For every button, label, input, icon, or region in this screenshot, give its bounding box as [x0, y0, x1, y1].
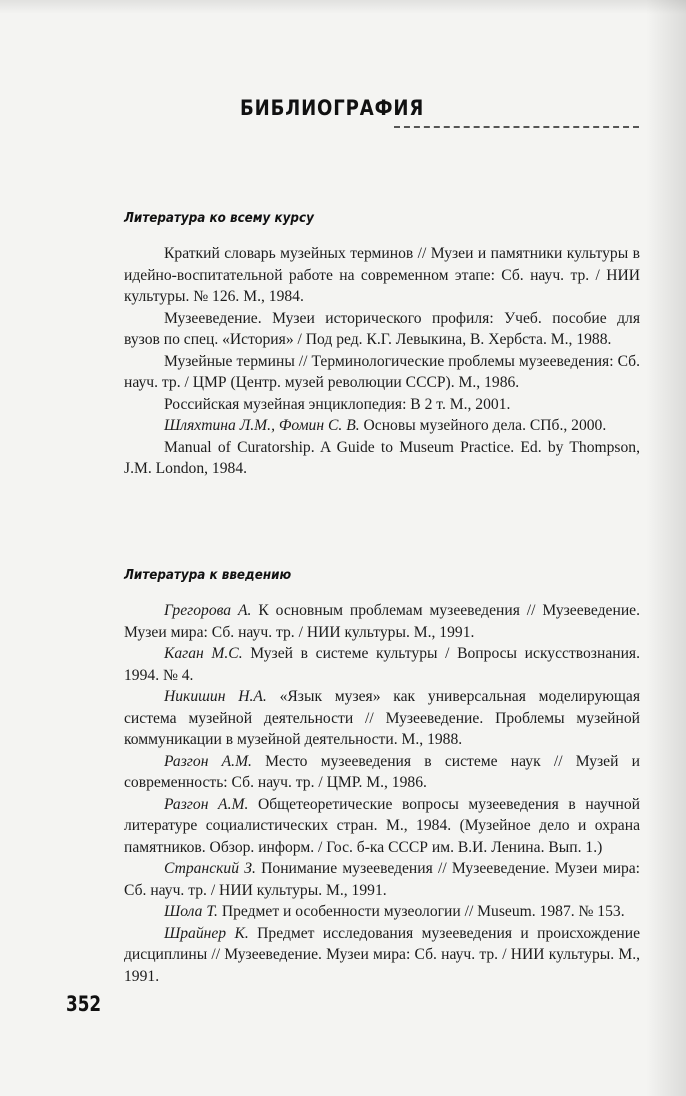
reference-author: Каган М.С. [164, 645, 243, 662]
reference-author: Никишин Н.А. [164, 688, 267, 705]
reference-text: Основы музейного дела. СПб., 2000. [359, 417, 607, 434]
reference-entry [124, 351, 640, 394]
reference-author: Шляхтина Л.М., Фомин С. В. [164, 417, 360, 434]
reference-entry [124, 901, 640, 923]
reference-entry [124, 415, 640, 437]
reference-entry [124, 643, 640, 686]
reference-list-introduction [124, 600, 640, 987]
reference-entry [124, 243, 640, 308]
reference-list-course [124, 243, 640, 480]
section-heading-course: Литература ко всему курсу [124, 211, 314, 226]
page-edge-shadow [646, 0, 686, 1096]
reference-author: Разгон А.М. [164, 795, 249, 813]
reference-author: Шола Т. [164, 903, 218, 920]
reference-entry [124, 437, 640, 480]
reference-text: Музееведение. Музеи исторического профиля: Учеб. пособие для вузов по спец. «История» / Под ред. К.Г. Левыкина, В. Хербста. М., 1988. [124, 309, 640, 348]
reference-entry [124, 751, 640, 794]
reference-author: Шрайнер К. [164, 924, 249, 942]
reference-text: Понимание музееведения // Музееведение. Музеи мира: Сб. науч. тр. / НИИ культуры. М., 1991. [124, 860, 641, 899]
reference-author: Грегорова А. [164, 602, 252, 619]
reference-entry [124, 686, 640, 751]
reference-text: Музейные термины // Терминологические проблемы музееведения: Сб. науч. тр. / ЦМР (Центр. музей революции СССР). М., 1986. [124, 352, 640, 391]
reference-entry [124, 858, 640, 901]
page-title: БИБЛИОГРАФИЯ [240, 96, 425, 120]
reference-text: Российская музейная энциклопедия: В 2 т. М., 2001. [164, 395, 511, 413]
reference-entry [124, 794, 640, 859]
reference-text: Место музееведения в системе наук // Музей и современность: Сб. науч. тр. / ЦМР. М., 1986. [124, 752, 640, 791]
page-top-shade [0, 0, 686, 14]
title-dashed-rule [394, 126, 639, 128]
reference-entry [124, 308, 640, 351]
page-number: 352 [66, 992, 102, 1016]
reference-text: Краткий словарь музейных терминов // Музеи и памятники культуры в идейно-воспитательной работе на современном этапе: Сб. науч. тр. / НИИ культуры. № 126. М., 1984. [124, 245, 640, 305]
reference-text: «Язык музея» как универсальная моделирующая система музейной деятельности // Музееведение. Проблемы музейной коммуникации в музейной деятельности. М., 1988. [124, 688, 640, 748]
reference-entry [124, 394, 640, 416]
reference-text: Предмет исследования музееведения и происхождение дисциплины // Музееведение. Музеи мира: Сб. науч. тр. / НИИ культуры. М., 1991. [124, 924, 640, 985]
reference-entry [124, 923, 640, 988]
reference-text: К основным проблемам музееведения // Музееведение. Музеи мира: Сб. науч. тр. / НИИ культуры. М., 1991. [124, 602, 640, 641]
reference-text: Музей в системе культуры / Вопросы искусствознания. 1994. № 4. [124, 645, 640, 684]
reference-author: Странский З. [164, 860, 256, 877]
reference-text: Предмет и особенности музеологии // Museum. 1987. № 153. [217, 903, 625, 920]
reference-entry [124, 600, 640, 643]
section-heading-introduction: Литература к введению [124, 568, 292, 583]
reference-text: Общетеоретические вопросы музееведения в научной литературе социалистических стран. М., 1984. (Музейное дело и охрана памятников. Обзор. информ. / Гос. б-ка СССР им. В.И. Ленина. Вып. 1.) [124, 795, 640, 856]
reference-author: Разгон А.М. [164, 752, 252, 770]
reference-text: Manual of Curatorship. A Guide to Museum Practice. Ed. by Thompson, J.M. London, 1984. [124, 438, 640, 477]
